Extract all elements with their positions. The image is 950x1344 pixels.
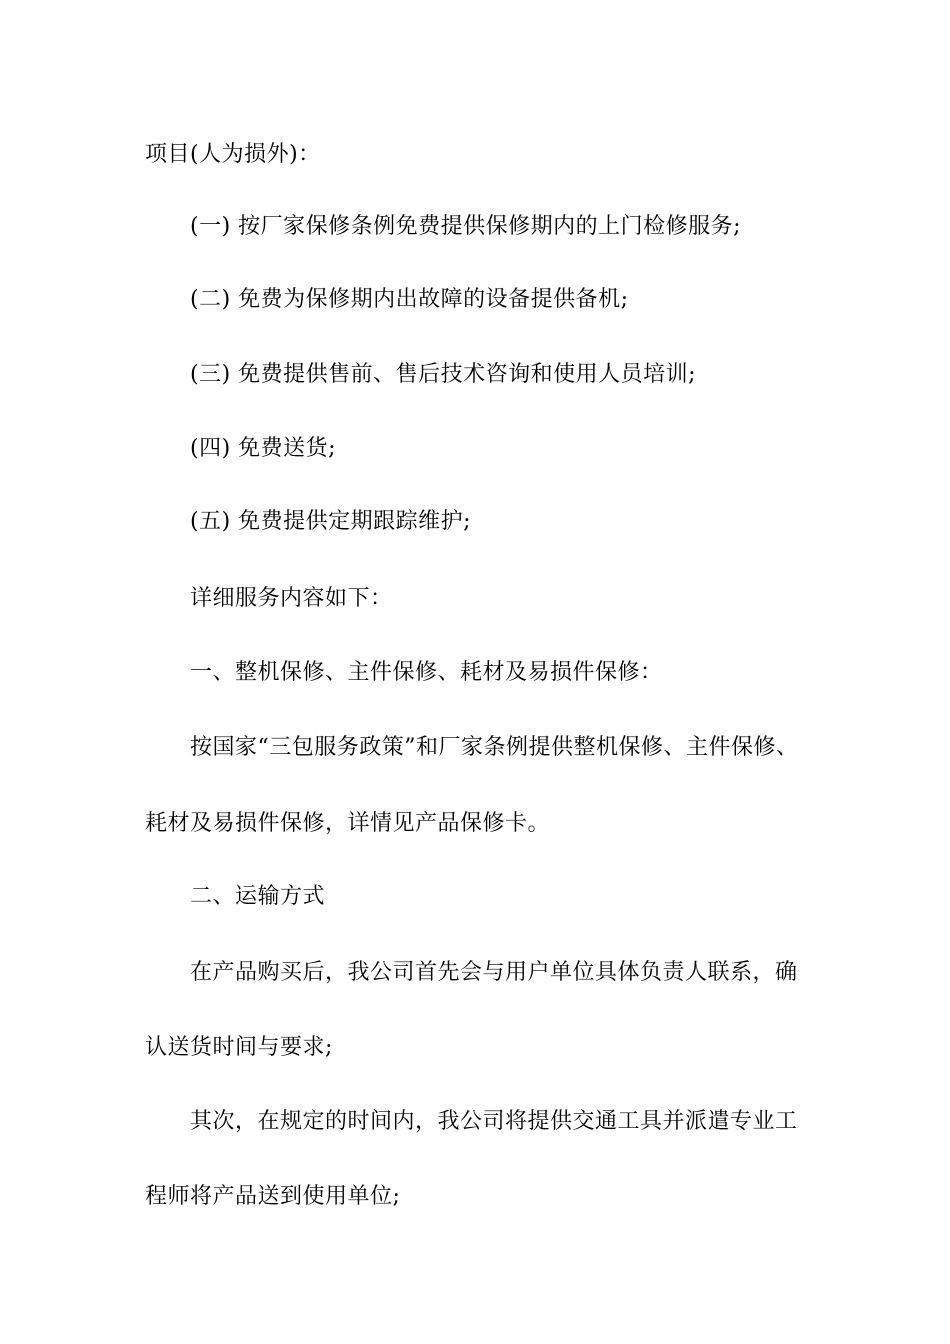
text-line-item-1: (一) 按厂家保修条例免费提供保修期内的上门检修服务; bbox=[190, 214, 742, 239]
paragraph-transport-line-1: 在产品购买后，我公司首先会与用户单位具体负责人联系，确 bbox=[190, 960, 798, 985]
paragraph-warranty-line-2: 耗材及易损件保修，详情见产品保修卡。 bbox=[145, 811, 551, 836]
text-line-project-heading: 项目(人为损外)： bbox=[145, 142, 321, 167]
paragraph-warranty-line-1: 按国家“三包服务政策”和厂家条例提供整机保修、主件保修、 bbox=[190, 735, 799, 760]
paragraph-delivery-line-1: 其次，在规定的时间内，我公司将提供交通工具并派遣专业工 bbox=[190, 1109, 798, 1134]
text-line-item-4: (四) 免费送货; bbox=[190, 436, 337, 461]
section-heading-warranty: 一、整机保修、主件保修、耗材及易损件保修： bbox=[190, 660, 663, 685]
text-line-item-5: (五) 免费提供定期跟踪维护; bbox=[190, 509, 472, 534]
paragraph-transport-line-2: 认送货时间与要求; bbox=[145, 1035, 333, 1060]
text-line-item-3: (三) 免费提供售前、售后技术咨询和使用人员培训; bbox=[190, 362, 697, 387]
paragraph-delivery-line-2: 程师将产品送到使用单位; bbox=[145, 1184, 401, 1209]
text-line-item-2: (二) 免费为保修期内出故障的设备提供备机; bbox=[190, 287, 629, 312]
text-line-details-heading: 详细服务内容如下： bbox=[190, 586, 393, 611]
section-heading-transport: 二、运输方式 bbox=[190, 884, 326, 909]
